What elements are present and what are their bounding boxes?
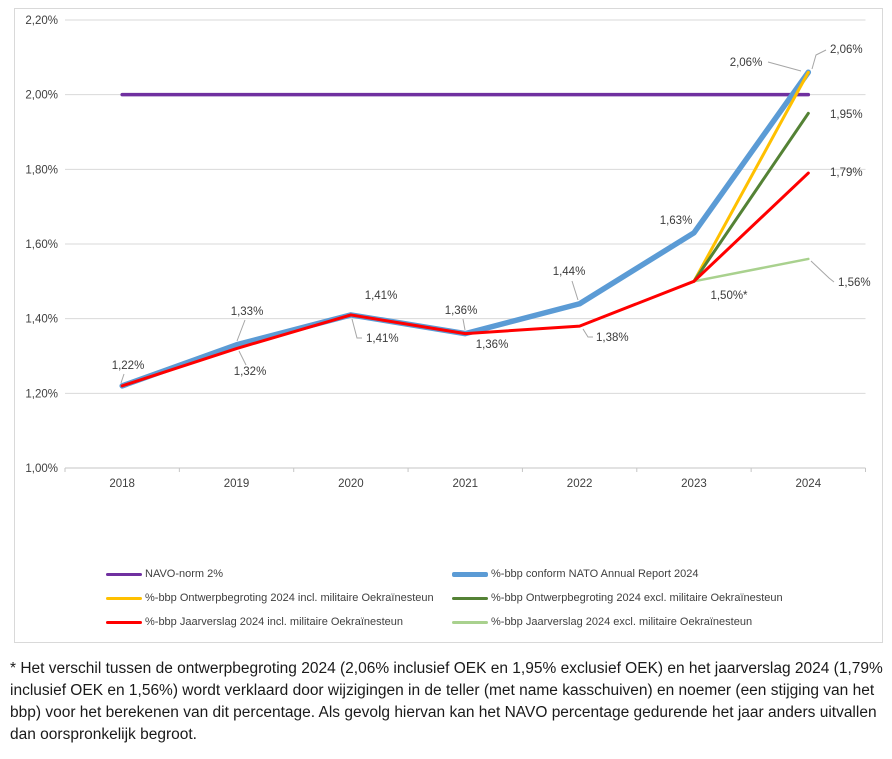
data-label: 1,41%: [364, 290, 398, 302]
y-axis-tick-label: 2,20%: [25, 15, 58, 27]
footnote-text: * Het verschil tussen de ontwerpbegroting 2024 (2,06% inclusief OEK en 1,95% exclusief OEK) en het jaarverslag 2024 (1,79% inclusief OEK en 1,56%) wordt verklaard door wijzigingen in de teller (met name kasschuiven) en noemer (een stijging van het bbp) voor het berekenen van dit percentage. Als gevolg hiervan kan het NAVO percentage gedurende het jaar anders uitvallen dan oorspronkelijk begroot.: [10, 660, 883, 743]
legend-item-label: %-bbp Jaarverslag 2024 incl. militaire Oekraïnesteun: [145, 616, 404, 628]
data-label: 1,22%: [111, 360, 145, 372]
data-label: 1,33%: [230, 306, 264, 318]
data-label: 1,38%: [596, 332, 629, 344]
y-axis-tick-label: 1,60%: [25, 239, 58, 251]
data-label: 1,44%: [552, 266, 586, 278]
legend-swatch-jaarverslag-incl-icon: [106, 621, 142, 624]
data-label: 1,32%: [233, 366, 267, 378]
legend-item-navo-norm: [106, 567, 452, 581]
x-axis-tick-label: 2023: [681, 478, 707, 490]
legend-item-ontwerpbegroting-incl: [106, 591, 452, 605]
legend-item-jaarverslag-incl: [106, 615, 452, 629]
y-axis-tick-label: 1,40%: [25, 313, 58, 326]
data-label: 2,06%: [729, 57, 763, 69]
x-axis-tick-label: 2024: [795, 478, 822, 490]
data-label: 1,41%: [366, 333, 399, 345]
data-label: 1,95%: [830, 109, 863, 121]
chart-legend: [106, 567, 846, 629]
x-axis-tick-label: 2022: [566, 478, 593, 490]
legend-item-label: %-bbp Ontwerpbegroting 2024 excl. militaire Oekraïnesteun: [491, 592, 783, 604]
legend-item-jaarverslag-excl: [452, 615, 846, 629]
y-axis-tick-label: 1,00%: [25, 463, 58, 475]
legend-item-label: %-bbp conform NATO Annual Report 2024: [491, 568, 699, 580]
legend-swatch-ontwerpbegroting-excl-icon: [452, 597, 488, 600]
data-label: 1,63%: [659, 215, 693, 227]
legend-item-label: NAVO-norm 2%: [145, 568, 224, 580]
x-axis-tick-label: 2019: [223, 478, 250, 490]
data-label: 2,06%: [830, 44, 863, 56]
legend-item-nato-report: [452, 567, 846, 581]
legend-item-label: %-bbp Ontwerpbegroting 2024 incl. militaire Oekraïnesteun: [145, 592, 434, 604]
chart-border: [15, 9, 883, 643]
x-axis-tick-label: 2020: [338, 478, 364, 490]
legend-swatch-navo-norm-icon: [106, 573, 142, 576]
legend-swatch-ontwerpbegroting-incl-icon: [106, 597, 142, 600]
y-axis-tick-label: 2,00%: [25, 89, 58, 102]
legend-item-ontwerpbegroting-excl: [452, 591, 846, 605]
legend-swatch-jaarverslag-excl-icon: [452, 621, 488, 624]
legend-item-label: %-bbp Jaarverslag 2024 excl. militaire Oekraïnesteun: [491, 616, 753, 628]
data-label: 1,36%: [444, 305, 478, 317]
data-label: 1,56%: [838, 277, 871, 289]
legend-swatch-nato-report-icon: [452, 572, 488, 577]
y-axis-tick-label: 1,20%: [25, 388, 58, 401]
y-axis-tick-label: 1,80%: [25, 164, 58, 177]
data-label: 1,50%*: [710, 290, 748, 302]
x-axis-tick-label: 2018: [109, 478, 135, 490]
x-axis-tick-label: 2021: [452, 478, 479, 490]
data-label: 1,36%: [475, 339, 509, 351]
data-label: 1,79%: [830, 167, 863, 179]
